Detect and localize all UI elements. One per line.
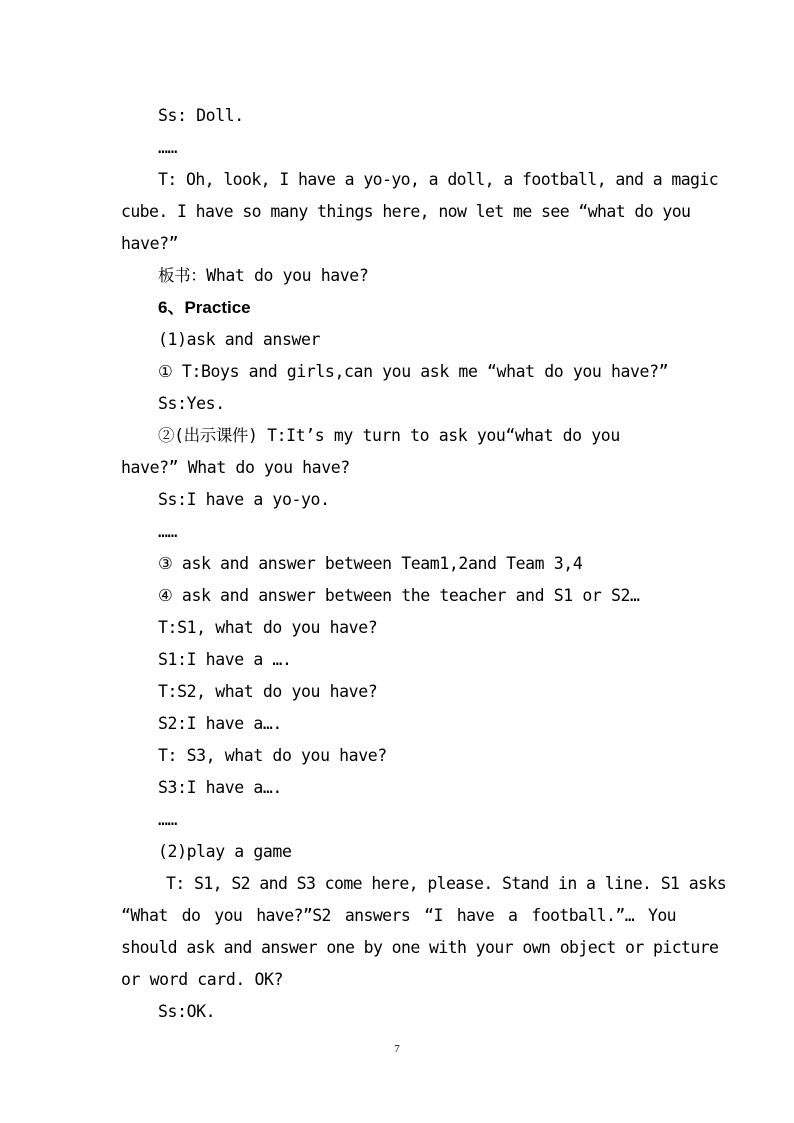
text-line: Ss:OK. bbox=[158, 1002, 216, 1021]
text-line: Ss: Doll. bbox=[158, 106, 244, 125]
text-line: S2:I have a…. bbox=[158, 714, 282, 733]
text-line: T:S2, what do you have? bbox=[158, 682, 378, 701]
text-line: or word card. OK? bbox=[121, 970, 284, 989]
text-line: ②(出示课件) T:It’s my turn to ask you“what do you bbox=[158, 426, 620, 445]
text-line: ③ ask and answer between Team1,2and Team 3,4 bbox=[158, 554, 583, 573]
page-number: 7 bbox=[394, 1043, 400, 1055]
text-line: “What do you have?”S2 answers “I have a football.”… You bbox=[121, 906, 676, 925]
text-line: 板书：What do you have? bbox=[158, 266, 369, 285]
text-line: cube. I have so many things here, now let me see “what do you bbox=[121, 202, 691, 221]
text-line: T:S1, what do you have? bbox=[158, 618, 378, 637]
text-line: ④ ask and answer between the teacher and S1 or S2… bbox=[158, 586, 640, 605]
text-line: T: Oh, look, I have a yo-yo, a doll, a football, and a magic bbox=[158, 170, 719, 189]
text-line: ① T:Boys and girls,can you ask me “what do you have?” bbox=[158, 362, 669, 381]
text-line: T: S3, what do you have? bbox=[158, 746, 387, 765]
text-line: (2)play a game bbox=[158, 842, 292, 861]
text-line: Ss:I have a yo-yo. bbox=[158, 490, 330, 509]
text-line: have?” bbox=[121, 234, 179, 253]
text-line: S1:I have a …. bbox=[158, 650, 292, 669]
text-line: should ask and answer one by one with your own object or picture bbox=[121, 938, 719, 957]
text-line: Ss:Yes. bbox=[158, 394, 225, 413]
text-line: (1)ask and answer bbox=[158, 330, 321, 349]
text-line: T: S1, S2 and S3 come here, please. Stand in a line. S1 asks bbox=[166, 874, 727, 893]
section-heading: 6、Practice bbox=[158, 298, 251, 317]
text-line: …… bbox=[158, 522, 178, 541]
text-line: …… bbox=[158, 138, 178, 157]
text-line: have?” What do you have? bbox=[121, 458, 350, 477]
text-line: …… bbox=[158, 810, 178, 829]
text-line: S3:I have a…. bbox=[158, 778, 282, 797]
